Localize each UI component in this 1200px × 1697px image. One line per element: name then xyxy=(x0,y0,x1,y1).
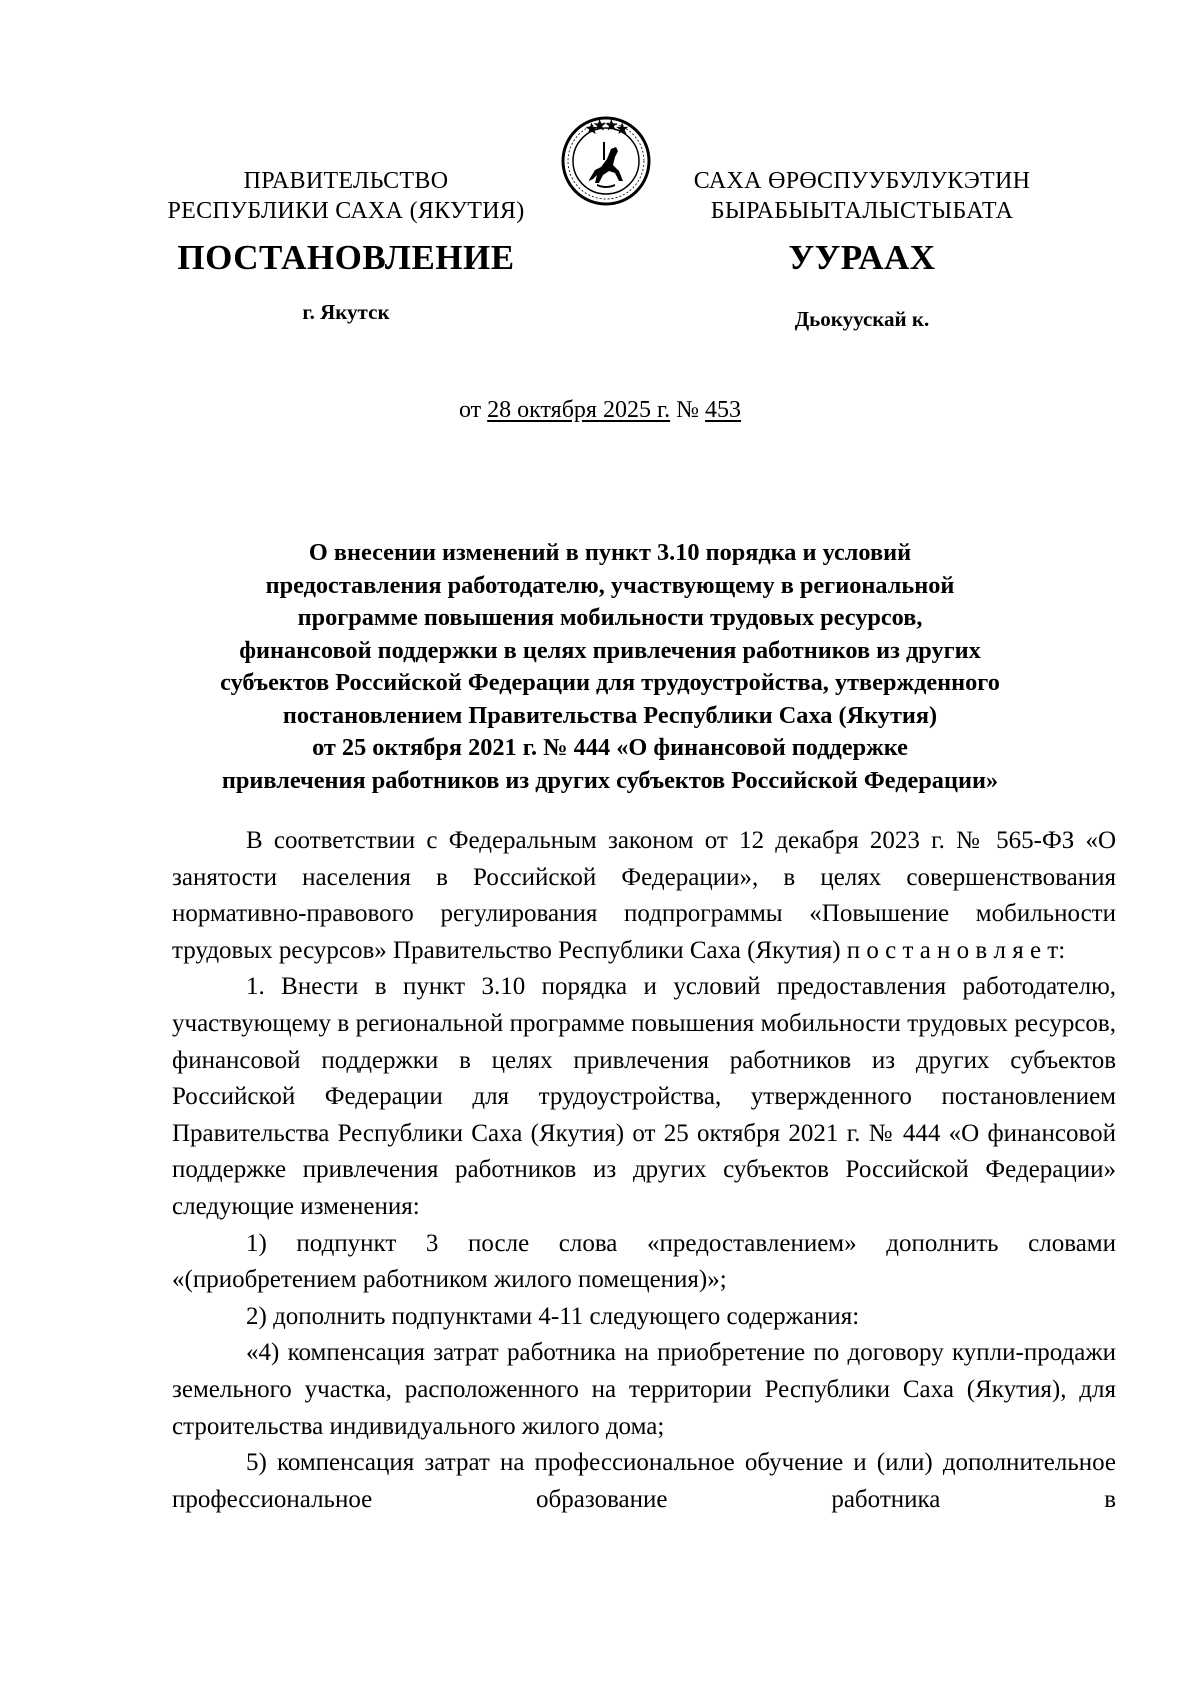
title-line: постановлением Правительства Республики Саха (Якутия) xyxy=(282,701,938,729)
document-dateline xyxy=(0,397,1200,424)
preamble-resolves: п о с т а н о в л я е т: xyxy=(846,936,1066,964)
body-paragraph-subitem-5: 5) компенсация затрат на профессиональное обучение и (или) дополнительное профессиональное образование работника в xyxy=(172,1449,1116,1513)
document-body xyxy=(172,823,1116,1518)
header-right-org xyxy=(662,166,1062,226)
preamble-text: В соответствии с Федеральным законом от 12 декабря 2023 г. № 565-ФЗ «О занятости населения в Российской Федерации», в целях совершенствования нормативно-правового регулирования подпрограммы «Повышение мобильности трудовых ресурсов» Правительство Республики Саха (Якутия) xyxy=(172,827,1116,964)
number-sign: № xyxy=(670,397,706,423)
title-line: от 25 октября 2021 г. № 444 «О финансовой поддержке xyxy=(312,734,908,761)
title-line: финансовой поддержки в целях привлечения работников из других xyxy=(239,636,981,664)
title-line: О внесении изменений в пункт 3.10 порядка и условий xyxy=(308,539,912,566)
title-line: привлечения работников из других субъектов Российской Федерации» xyxy=(221,766,999,794)
coat-of-arms-icon xyxy=(559,112,653,206)
doc-type-right: УУРААХ xyxy=(788,238,936,277)
title-line: субъектов Российской Федерации для трудоустройства, утвержденного xyxy=(220,669,1000,696)
document-number: 453 xyxy=(705,397,742,423)
header-right-line1: САХА ӨРӨСПУУБУЛУКЭТИН xyxy=(693,168,1031,194)
header-left-line2: РЕСПУБЛИКИ САХА (ЯКУТИЯ) xyxy=(167,198,525,224)
body-paragraph-subitem-1: 1) подпункт 3 после слова «предоставлением» дополнить словами «(приобретением работником жилого помещения)»; xyxy=(172,1229,1116,1294)
dateline-prefix: от xyxy=(458,397,488,423)
title-line: программе повышения мобильности трудовых ресурсов, xyxy=(297,604,923,631)
body-paragraph-subitem-2: 2) дополнить подпунктами 4-11 следующего содержания: xyxy=(246,1302,860,1330)
city-right: Дьокуускай к. xyxy=(794,307,930,331)
header-left-org xyxy=(146,166,546,226)
doc-type-left: ПОСТАНОВЛЕНИЕ xyxy=(177,238,515,277)
document-date: 28 октября 2025 г. xyxy=(487,397,671,423)
document-title xyxy=(150,537,1070,797)
body-paragraph-item-1: 1. Внести в пункт 3.10 порядка и условий предоставления работодателю, участвующему в региональной программе повышения мобильности трудовых ресурсов, финансовой поддержки в целях привлечения работников из других субъектов Российской Федерации для трудоустройства, утвержденного постановлением Правительства Республики Саха (Якутия) от 25 октября 2021 г. № 444 «О финансовой поддержке привлечения работников из других субъектов Российской Федерации» следующие изменения: xyxy=(172,973,1116,1220)
header-right-line2: БЫРАБЫЫТАЛЫСТЫБАТА xyxy=(710,198,1014,224)
title-line: предоставления работодателю, участвующему в региональной xyxy=(265,571,955,599)
city-left: г. Якутск xyxy=(302,300,390,324)
header-left-line1: ПРАВИТЕЛЬСТВО xyxy=(243,168,449,194)
body-paragraph-subitem-4: «4) компенсация затрат работника на приобретение по договору купли-продажи земельного участка, расположенного на территории Республики Саха (Якутия), для строительства индивидуального жилого дома; xyxy=(172,1339,1116,1440)
body-paragraph-preamble xyxy=(172,823,1116,969)
